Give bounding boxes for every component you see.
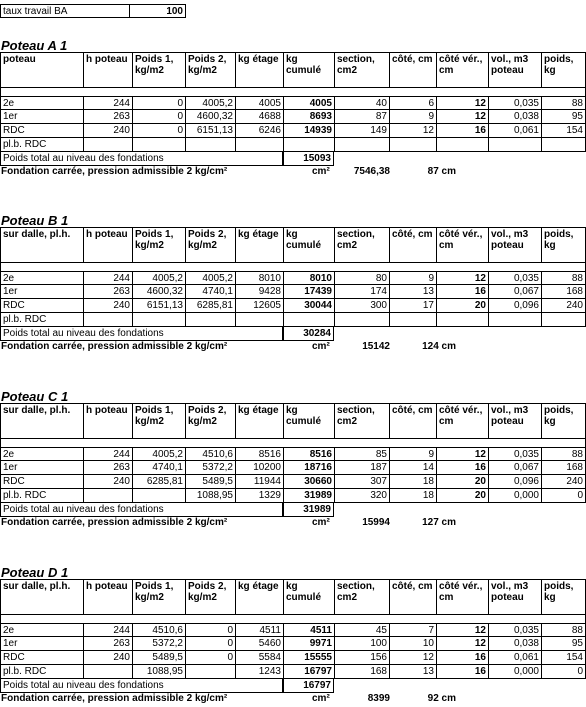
table-cell[interactable]: 1243 (235, 665, 283, 679)
header-gap (0, 615, 586, 623)
table-cell[interactable]: 0,038 (488, 637, 541, 651)
table-cell[interactable]: 1329 (235, 489, 283, 503)
column-header[interactable]: Poids 1, kg/m2 (132, 227, 185, 263)
table-cell[interactable]: 240 (541, 475, 586, 489)
column-header[interactable]: Poids 1, kg/m2 (132, 403, 185, 439)
column-header[interactable]: côté, cm (389, 52, 436, 88)
foundation-side: 127 cm (422, 517, 456, 528)
table-cell[interactable]: 12 (436, 110, 488, 124)
foundation-unit: cm² (312, 517, 330, 528)
table-row (0, 285, 586, 299)
table-cell[interactable] (436, 313, 488, 327)
foundation-area: 15994 (362, 517, 390, 528)
table-cell[interactable] (436, 138, 488, 152)
column-header[interactable]: kg cumulé (283, 579, 334, 615)
table-cell[interactable]: 16 (436, 665, 488, 679)
table-cell[interactable]: 100 (334, 637, 389, 651)
column-header[interactable]: kg cumulé (283, 227, 334, 263)
column-header[interactable]: vol., m3 poteau (488, 579, 541, 615)
table-cell[interactable]: 307 (334, 475, 389, 489)
section-title: Poteau A 1 (1, 38, 68, 53)
column-header[interactable]: poids, kg (541, 52, 586, 88)
table-cell[interactable]: 8010 (283, 271, 334, 285)
table-cell[interactable]: 0,061 (488, 124, 541, 138)
table-cell[interactable]: 0,000 (488, 489, 541, 503)
table-row (0, 447, 586, 461)
table-cell[interactable]: 9 (389, 271, 436, 285)
table-cell[interactable]: 12 (436, 271, 488, 285)
table-cell[interactable]: 4740,1 (185, 285, 235, 299)
column-header[interactable]: Poids 2, kg/m2 (185, 227, 235, 263)
table-cell[interactable]: 244 (83, 623, 132, 637)
table-cell[interactable]: 20 (436, 299, 488, 313)
table-cell[interactable]: 4005 (283, 96, 334, 110)
column-header[interactable]: section, cm2 (334, 579, 389, 615)
table-cell[interactable] (185, 313, 235, 327)
column-header[interactable]: Poids 2, kg/m2 (185, 403, 235, 439)
table-cell[interactable]: 0,035 (488, 623, 541, 637)
table-cell[interactable]: 174 (334, 285, 389, 299)
rate-value[interactable]: 100 (130, 4, 186, 18)
column-header[interactable]: sur dalle, pl.h. (0, 579, 83, 615)
table-cell[interactable]: 45 (334, 623, 389, 637)
table-cell[interactable]: 1er (0, 637, 83, 651)
total-value[interactable]: 30284 (283, 327, 334, 341)
table-cell[interactable] (334, 313, 389, 327)
table-cell[interactable]: 168 (541, 285, 586, 299)
table-cell[interactable]: 2e (0, 96, 83, 110)
table-cell[interactable]: 2e (0, 447, 83, 461)
table-row (0, 637, 586, 651)
table-cell[interactable]: RDC (0, 299, 83, 313)
section-title: Poteau D 1 (1, 565, 69, 580)
table-cell[interactable]: 0,038 (488, 110, 541, 124)
table-cell[interactable]: 12 (389, 651, 436, 665)
table-cell[interactable]: 240 (83, 299, 132, 313)
table-cell[interactable]: 240 (83, 651, 132, 665)
header-gap (0, 263, 586, 271)
table-cell[interactable]: 0 (541, 489, 586, 503)
header-gap (0, 439, 586, 447)
foundation-area: 7546,38 (353, 166, 390, 177)
table-cell[interactable]: 30660 (283, 475, 334, 489)
table-cell[interactable]: 6285,81 (132, 475, 185, 489)
table-cell[interactable]: 154 (541, 651, 586, 665)
table-cell[interactable] (541, 313, 586, 327)
table-cell[interactable]: RDC (0, 124, 83, 138)
table-cell[interactable]: pl.b. RDC (0, 313, 83, 327)
table-cell[interactable]: 88 (541, 623, 586, 637)
foundation-label: Fondation carrée, pression admissible 2 kg/cm² (1, 517, 228, 528)
table-cell[interactable]: 187 (334, 461, 389, 475)
table-cell[interactable]: 320 (334, 489, 389, 503)
table-cell[interactable]: 12 (436, 637, 488, 651)
table-cell[interactable]: 85 (334, 447, 389, 461)
table-row (0, 110, 586, 124)
table-cell[interactable]: 95 (541, 110, 586, 124)
column-header[interactable]: sur dalle, pl.h. (0, 227, 83, 263)
column-header[interactable]: h poteau (83, 579, 132, 615)
table-cell[interactable]: 0,035 (488, 447, 541, 461)
table-cell[interactable]: 8516 (283, 447, 334, 461)
table-cell[interactable]: 0 (541, 665, 586, 679)
table-row (0, 299, 586, 313)
column-header[interactable]: vol., m3 poteau (488, 403, 541, 439)
table-cell[interactable]: 12605 (235, 299, 283, 313)
column-header[interactable]: poids, kg (541, 403, 586, 439)
table-cell[interactable]: 4740,1 (132, 461, 185, 475)
column-header[interactable]: kg étage (235, 403, 283, 439)
table-cell[interactable]: 5489,5 (185, 475, 235, 489)
total-label[interactable]: Poids total au niveau des fondations (0, 327, 283, 341)
column-header[interactable]: côté, cm (389, 579, 436, 615)
table-cell[interactable]: 6151,13 (185, 124, 235, 138)
table-cell[interactable]: 12 (389, 124, 436, 138)
table-cell[interactable]: 5584 (235, 651, 283, 665)
total-label[interactable]: Poids total au niveau des fondations (0, 503, 283, 517)
table-cell[interactable]: 31989 (283, 489, 334, 503)
table-cell[interactable]: 2e (0, 623, 83, 637)
table-cell[interactable]: 240 (83, 475, 132, 489)
table-cell[interactable]: 4510,6 (132, 623, 185, 637)
table-cell[interactable]: 5372,2 (185, 461, 235, 475)
table-cell[interactable]: 0,035 (488, 271, 541, 285)
column-header[interactable]: kg cumulé (283, 403, 334, 439)
table-cell[interactable]: 88 (541, 447, 586, 461)
column-header[interactable]: vol., m3 poteau (488, 227, 541, 263)
column-header[interactable]: côté vér., cm (436, 52, 488, 88)
table-cell[interactable]: 9 (389, 447, 436, 461)
table-row (0, 651, 586, 665)
table-cell[interactable]: 0,061 (488, 651, 541, 665)
table-cell[interactable]: 240 (541, 299, 586, 313)
table-cell[interactable]: 263 (83, 637, 132, 651)
table-cell[interactable] (83, 665, 132, 679)
table-cell[interactable]: 4600,32 (185, 110, 235, 124)
foundation-unit: cm² (312, 341, 330, 352)
column-header[interactable]: section, cm2 (334, 52, 389, 88)
foundation-area: 8399 (367, 693, 390, 704)
column-header[interactable]: Poids 2, kg/m2 (185, 52, 235, 88)
table-cell[interactable]: 4005,2 (132, 447, 185, 461)
table-cell[interactable]: 1088,95 (185, 489, 235, 503)
table-cell[interactable]: 263 (83, 110, 132, 124)
table-cell[interactable]: 6285,81 (185, 299, 235, 313)
table-cell[interactable]: 18716 (283, 461, 334, 475)
table-row (0, 665, 586, 679)
total-value[interactable]: 16797 (283, 679, 334, 693)
table-cell[interactable]: 8010 (235, 271, 283, 285)
table-cell[interactable]: 8693 (283, 110, 334, 124)
table-cell[interactable]: 6151,13 (132, 299, 185, 313)
table-cell[interactable]: 4005 (235, 96, 283, 110)
table-cell[interactable]: 0 (132, 124, 185, 138)
table-cell[interactable]: 13 (389, 285, 436, 299)
table-cell[interactable]: 14 (389, 461, 436, 475)
table-cell[interactable]: 4511 (283, 623, 334, 637)
column-header[interactable]: vol., m3 poteau (488, 52, 541, 88)
table-cell[interactable]: 4005,2 (185, 96, 235, 110)
table-row (0, 475, 586, 489)
table-cell[interactable]: 149 (334, 124, 389, 138)
table-cell[interactable]: 16797 (283, 665, 334, 679)
column-header[interactable]: kg étage (235, 227, 283, 263)
table-cell[interactable]: pl.b. RDC (0, 138, 83, 152)
column-header[interactable]: section, cm2 (334, 227, 389, 263)
table-cell[interactable]: 6246 (235, 124, 283, 138)
column-header[interactable]: Poids 1, kg/m2 (132, 579, 185, 615)
table-cell[interactable]: 2e (0, 271, 83, 285)
rate-label[interactable]: taux travail BA (0, 4, 130, 18)
table-cell[interactable]: 18 (389, 489, 436, 503)
table-cell[interactable]: 9 (389, 110, 436, 124)
table-cell[interactable] (83, 138, 132, 152)
table-cell[interactable] (488, 138, 541, 152)
table-cell[interactable]: 20 (436, 475, 488, 489)
table-cell[interactable]: 1er (0, 461, 83, 475)
table-cell[interactable]: 40 (334, 96, 389, 110)
column-header[interactable]: poteau (0, 52, 83, 88)
table-cell[interactable]: 4005,2 (185, 271, 235, 285)
table-cell[interactable] (132, 313, 185, 327)
table-cell[interactable]: 1088,95 (132, 665, 185, 679)
table-cell[interactable] (334, 138, 389, 152)
table-cell[interactable]: 1er (0, 285, 83, 299)
table-cell[interactable]: 5372,2 (132, 637, 185, 651)
table-cell[interactable]: 0,067 (488, 285, 541, 299)
table-cell[interactable]: 9428 (235, 285, 283, 299)
column-header[interactable]: h poteau (83, 227, 132, 263)
table-cell[interactable] (83, 313, 132, 327)
table-cell[interactable]: 14939 (283, 124, 334, 138)
table-cell[interactable]: 0,096 (488, 475, 541, 489)
total-label[interactable]: Poids total au niveau des fondations (0, 679, 283, 693)
table-cell[interactable]: 0,000 (488, 665, 541, 679)
table-cell[interactable]: 5460 (235, 637, 283, 651)
table-cell[interactable]: 154 (541, 124, 586, 138)
table-cell[interactable]: 156 (334, 651, 389, 665)
section-title: Poteau B 1 (1, 213, 69, 228)
table-cell[interactable] (389, 138, 436, 152)
table-cell[interactable]: 16 (436, 651, 488, 665)
table-cell[interactable] (185, 665, 235, 679)
foundation-unit: cm² (312, 166, 330, 177)
table-cell[interactable]: 17 (389, 299, 436, 313)
table-row (0, 489, 586, 503)
table-cell[interactable]: 88 (541, 96, 586, 110)
table-cell[interactable] (389, 313, 436, 327)
table-cell[interactable]: 10 (389, 637, 436, 651)
table-cell[interactable] (235, 138, 283, 152)
table-cell[interactable]: 240 (83, 124, 132, 138)
table-cell[interactable]: 168 (541, 461, 586, 475)
header-gap (0, 88, 586, 96)
table-cell[interactable]: 87 (334, 110, 389, 124)
table-cell[interactable]: 244 (83, 271, 132, 285)
table-cell[interactable] (185, 138, 235, 152)
table-row (0, 313, 586, 327)
table-cell[interactable]: 4005,2 (132, 271, 185, 285)
table-cell[interactable]: 7 (389, 623, 436, 637)
column-header[interactable]: côté vér., cm (436, 403, 488, 439)
foundation-label: Fondation carrée, pression admissible 2 kg/cm² (1, 341, 228, 352)
table-cell[interactable]: 0,096 (488, 299, 541, 313)
table-cell[interactable]: 4510,6 (185, 447, 235, 461)
table-cell[interactable]: 0 (132, 96, 185, 110)
total-label[interactable]: Poids total au niveau des fondations (0, 152, 283, 166)
column-header[interactable]: sur dalle, pl.h. (0, 403, 83, 439)
table-cell[interactable]: 244 (83, 447, 132, 461)
table-row (0, 271, 586, 285)
foundation-label: Fondation carrée, pression admissible 2 kg/cm² (1, 166, 228, 177)
table-cell[interactable]: 15555 (283, 651, 334, 665)
table-cell[interactable]: 8516 (235, 447, 283, 461)
table-cell[interactable]: RDC (0, 475, 83, 489)
table-cell[interactable] (283, 138, 334, 152)
table-cell[interactable]: 30044 (283, 299, 334, 313)
table-row (0, 461, 586, 475)
section-title: Poteau C 1 (1, 389, 69, 404)
table-row (0, 124, 586, 138)
table-cell[interactable]: 12 (436, 447, 488, 461)
column-header[interactable]: Poids 1, kg/m2 (132, 52, 185, 88)
table-cell[interactable]: pl.b. RDC (0, 489, 83, 503)
table-cell[interactable] (132, 138, 185, 152)
column-header[interactable]: Poids 2, kg/m2 (185, 579, 235, 615)
column-header[interactable]: section, cm2 (334, 403, 389, 439)
column-header[interactable]: kg étage (235, 52, 283, 88)
column-header[interactable]: h poteau (83, 52, 132, 88)
total-value[interactable]: 15093 (283, 152, 334, 166)
table-cell[interactable]: 6 (389, 96, 436, 110)
table-cell[interactable] (132, 489, 185, 503)
column-header[interactable]: poids, kg (541, 227, 586, 263)
table-cell[interactable]: 88 (541, 271, 586, 285)
foundation-area: 15142 (362, 341, 390, 352)
table-cell[interactable]: 17439 (283, 285, 334, 299)
table-cell[interactable]: 4600,32 (132, 285, 185, 299)
table-cell[interactable]: 0 (185, 623, 235, 637)
foundation-side: 92 cm (427, 693, 456, 704)
table-row (0, 138, 586, 152)
column-header[interactable]: kg cumulé (283, 52, 334, 88)
table-cell[interactable]: 300 (334, 299, 389, 313)
table-cell[interactable]: 168 (334, 665, 389, 679)
table-cell[interactable]: 10200 (235, 461, 283, 475)
column-header[interactable]: côté, cm (389, 227, 436, 263)
column-header[interactable]: kg étage (235, 579, 283, 615)
table-cell[interactable]: 263 (83, 461, 132, 475)
table-cell[interactable]: 0 (132, 110, 185, 124)
foundation-side: 87 cm (427, 166, 456, 177)
table-cell[interactable]: 0,067 (488, 461, 541, 475)
table-cell[interactable]: 1er (0, 110, 83, 124)
table-cell[interactable] (83, 489, 132, 503)
column-header[interactable]: côté vér., cm (436, 227, 488, 263)
table-cell[interactable]: 13 (389, 665, 436, 679)
table-cell[interactable] (488, 313, 541, 327)
table-cell[interactable]: 0 (185, 637, 235, 651)
table-cell[interactable] (235, 313, 283, 327)
column-header[interactable]: poids, kg (541, 579, 586, 615)
table-row (0, 623, 586, 637)
table-cell[interactable]: 12 (436, 96, 488, 110)
table-cell[interactable]: 4511 (235, 623, 283, 637)
table-cell[interactable]: 0 (185, 651, 235, 665)
table-cell[interactable]: 4688 (235, 110, 283, 124)
table-cell[interactable]: 16 (436, 285, 488, 299)
column-header[interactable]: côté vér., cm (436, 579, 488, 615)
table-cell[interactable] (283, 313, 334, 327)
table-cell[interactable]: 244 (83, 96, 132, 110)
table-cell[interactable]: 16 (436, 124, 488, 138)
table-cell[interactable]: 263 (83, 285, 132, 299)
foundation-side: 124 cm (422, 341, 456, 352)
table-cell[interactable]: 12 (436, 623, 488, 637)
foundation-label: Fondation carrée, pression admissible 2 kg/cm² (1, 693, 228, 704)
table-cell[interactable]: 11944 (235, 475, 283, 489)
table-cell[interactable]: 20 (436, 489, 488, 503)
table-cell[interactable]: 95 (541, 637, 586, 651)
total-value[interactable]: 31989 (283, 503, 334, 517)
table-cell[interactable] (541, 138, 586, 152)
table-cell[interactable]: RDC (0, 651, 83, 665)
table-cell[interactable]: 0,035 (488, 96, 541, 110)
table-cell[interactable]: 18 (389, 475, 436, 489)
foundation-unit: cm² (312, 693, 330, 704)
table-cell[interactable]: 16 (436, 461, 488, 475)
column-header[interactable]: côté, cm (389, 403, 436, 439)
table-cell[interactable]: 9971 (283, 637, 334, 651)
column-header[interactable]: h poteau (83, 403, 132, 439)
table-cell[interactable]: 5489,5 (132, 651, 185, 665)
table-cell[interactable]: 80 (334, 271, 389, 285)
table-cell[interactable]: pl.b. RDC (0, 665, 83, 679)
table-row (0, 96, 586, 110)
